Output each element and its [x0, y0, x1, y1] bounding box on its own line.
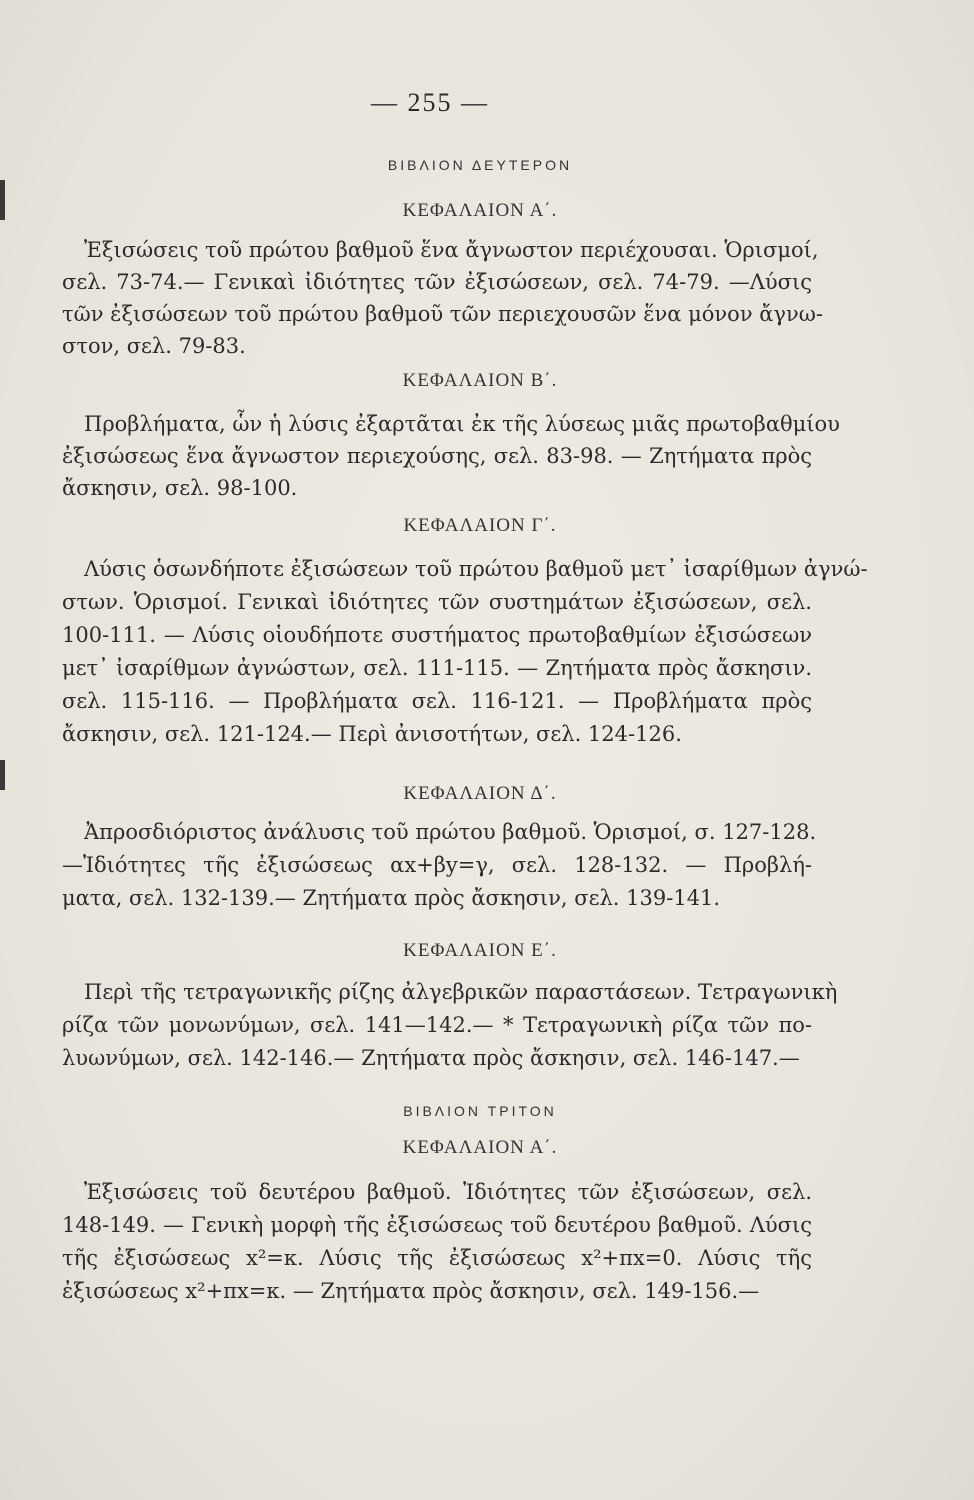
page-number: — 255 —: [371, 88, 489, 117]
text-line: λυωνύμων, σελ. 142-146.— Ζητήματα πρὸς ἄσκησιν, σελ. 146-147.—: [62, 1046, 800, 1070]
text-line: τῶν ἐξισώσεων τοῦ πρώτου βαθμοῦ τῶν περιεχουσῶν ἕνα μόνον ἄγνω-: [62, 302, 823, 326]
text-line: ἄσκησιν, σελ. 98-100.: [62, 476, 298, 500]
text-line: Λύσις ὁσωνδήποτε ἐξισώσεων τοῦ πρώτου βαθμοῦ μετ᾽ ἰσαρίθμων ἀγνώ-: [84, 557, 868, 581]
text-line: Ἐξισώσεις τοῦ δευτέρου βαθμοῦ. Ἰδιότητες τῶν ἐξισώσεων, σελ.: [84, 1180, 812, 1204]
book-two-title: ΒΙΒΛΙΟΝ ΔΕΥΤΕΡΟΝ: [387, 157, 573, 173]
text-line: στον, σελ. 79-83.: [62, 334, 246, 358]
chapter-heading: ΚΕΦΑΛΑΙΟΝ Β΄.: [402, 370, 558, 391]
text-line: Ἀπροσδιόριστος ἀνάλυσις τοῦ πρώτου βαθμοῦ. Ὁρισμοί, σ. 127-128.: [84, 820, 817, 844]
chapter-heading: ΚΕΦΑΛΑΙΟΝ Α΄.: [402, 200, 558, 221]
text-line: 100-111. — Λύσις οἱουδήποτε συστήματος πρωτοβαθμίων ἐξισώσεων: [62, 623, 812, 647]
chapter-heading: ΚΕΦΑΛΑΙΟΝ Α΄.: [402, 1137, 558, 1158]
book-three-title: ΒΙΒΛΙΟΝ ΤΡΙΤΟΝ: [403, 1103, 557, 1119]
text-line: σελ. 73-74.— Γενικαὶ ἰδιότητες τῶν ἐξισώσεων, σελ. 74-79. —Λύσις: [62, 270, 812, 294]
text-line: Προβλήματα, ὧν ἡ λύσις ἐξαρτᾶται ἐκ τῆς λύσεως μιᾶς πρωτοβαθμίου: [84, 412, 840, 436]
page-edge-shadow: [0, 760, 5, 790]
text-line: ἄσκησιν, σελ. 121-124.— Περὶ ἀνισοτήτων, σελ. 124-126.: [62, 722, 682, 746]
text-line: ἐξισώσεως x²+πx=κ. — Ζητήματα πρὸς ἄσκησιν, σελ. 149-156.—: [62, 1279, 760, 1303]
chapter-heading: ΚΕΦΑΛΑΙΟΝ Δ΄.: [403, 783, 557, 804]
text-line: ματα, σελ. 132-139.— Ζητήματα πρὸς ἄσκησιν, σελ. 139-141.: [62, 886, 721, 910]
text-line: ἐξισώσεως ἕνα ἄγνωστον περιεχούσης, σελ. 83-98. — Ζητήματα πρὸς: [62, 444, 812, 468]
text-line: 148-149. — Γενικὴ μορφὴ τῆς ἐξισώσεως τοῦ δευτέρου βαθμοῦ. Λύσις: [62, 1213, 812, 1237]
page-edge-shadow: [0, 180, 5, 220]
chapter-heading: ΚΕΦΑΛΑΙΟΝ Ε΄.: [403, 940, 557, 961]
text-line: —Ἰδιότητες τῆς ἐξισώσεως αx+βy=γ, σελ. 128-132. — Προβλή-: [62, 853, 812, 877]
text-line: τῆς ἐξισώσεως x²=κ. Λύσις τῆς ἐξισώσεως x²+πx=0. Λύσις τῆς: [62, 1246, 812, 1270]
text-line: μετ᾽ ἰσαρίθμων ἀγνώστων, σελ. 111-115. — Ζητήματα πρὸς ἄσκησιν.: [62, 656, 812, 680]
text-line: Ἐξισώσεις τοῦ πρώτου βαθμοῦ ἕνα ἄγνωστον περιέχουσαι. Ὁρισμοί,: [84, 238, 819, 262]
text-line: σελ. 115-116. — Προβλήματα σελ. 116-121. — Προβλήματα πρὸς: [62, 689, 812, 713]
text-line: Περὶ τῆς τετραγωνικῆς ρίζης ἀλγεβρικῶν παραστάσεων. Τετραγωνικὴ: [84, 980, 838, 1004]
text-line: στων. Ὁρισμοί. Γενικαὶ ἰδιότητες τῶν συστημάτων ἐξισώσεων, σελ.: [62, 590, 812, 614]
text-line: ρίζα τῶν μονωνύμων, σελ. 141—142.— * Τετραγωνικὴ ρίζα τῶν πο-: [62, 1013, 812, 1037]
chapter-heading: ΚΕΦΑΛΑΙΟΝ Γ΄.: [403, 515, 557, 536]
